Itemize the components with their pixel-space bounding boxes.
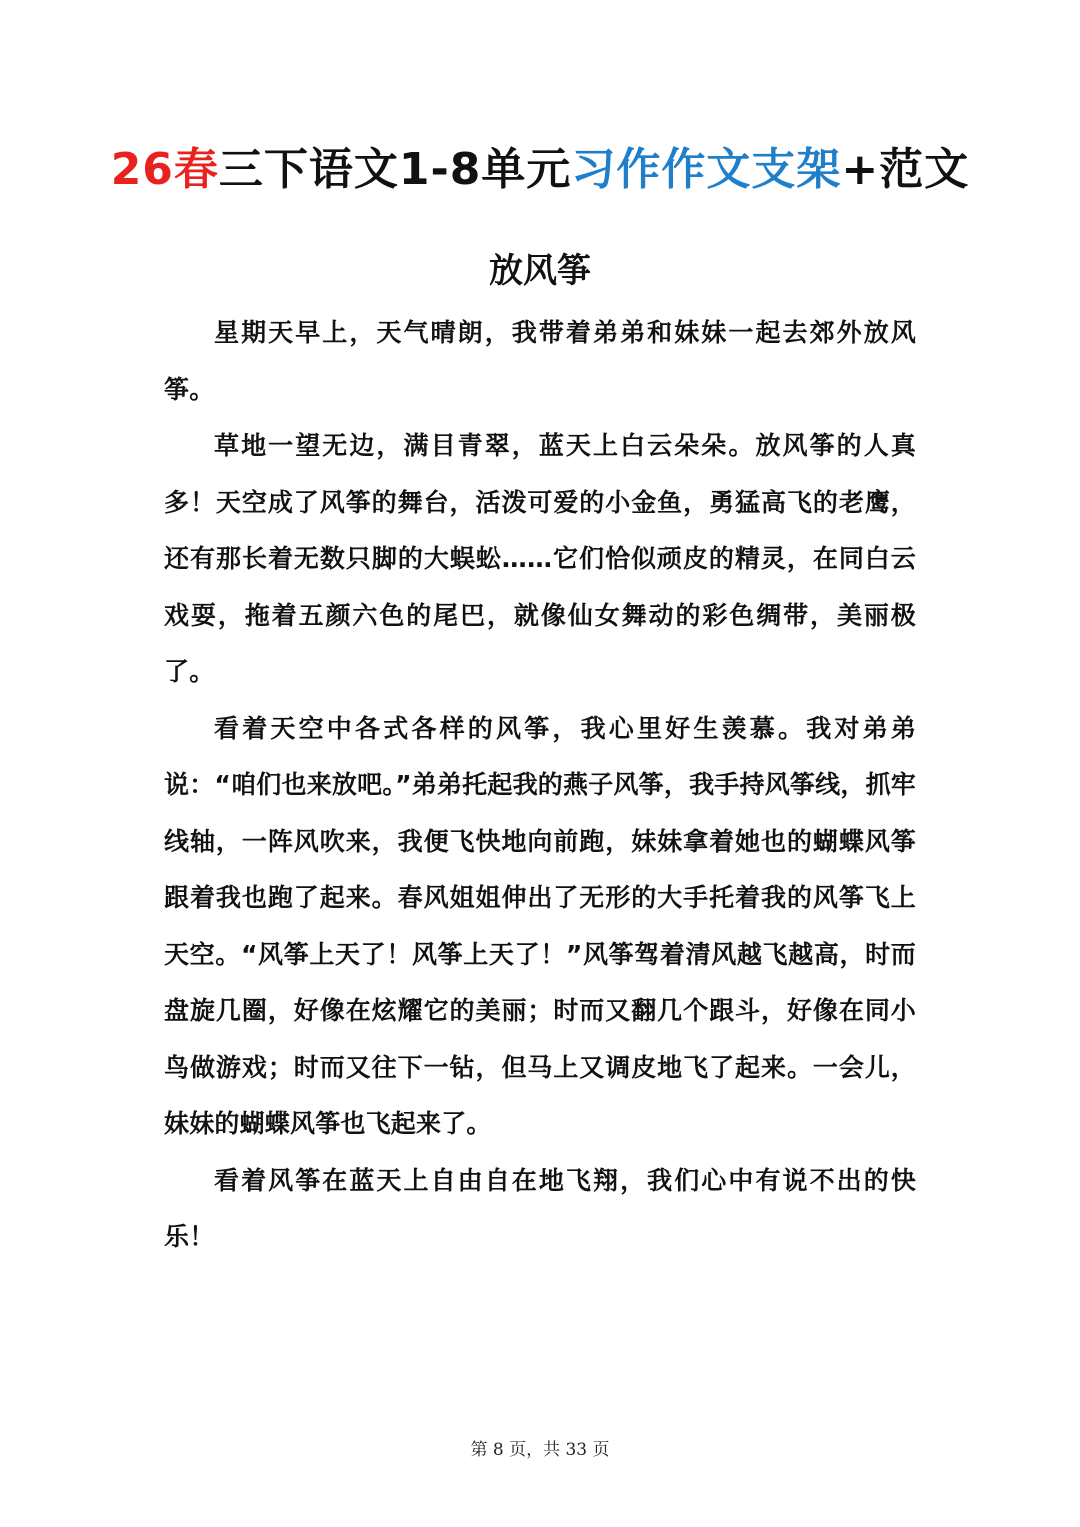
essay-paragraph-2: 草地一望无边，满目青翠，蓝天上白云朵朵。放风筝的人真多！天空成了风筝的舞台，活泼可爱的小金鱼，勇猛高飞的老鹰，还有那长着无数只脚的大蜈蚣……它们恰似顽皮的精灵，在同白云戏耍，拖着五颜六色的尾巴，就像仙女舞动的彩色绸带，美丽极了。	[164, 431, 916, 686]
title-segment-year: 26春	[110, 144, 219, 195]
document-title	[0, 140, 1080, 200]
essay-paragraph-4: 看着风筝在蓝天上自由自在地飞翔，我们心中有说不出的快乐！	[164, 1165, 916, 1251]
essay-paragraph-3: 看着天空中各式各样的风筝，我心里好生羡慕。我对弟弟说：“咱们也来放吧。”弟弟托起我的燕子风筝，我手持风筝线，抓牢线轴，一阵风吹来，我便飞快地向前跑，妹妹拿着她也的蝴蝶风筝跟着我也跑了起来。春风姐姐伸出了无形的大手托着我的风筝飞上天空。“风筝上天了！风筝上天了！”风筝驾着清风越飞越高，时而盘旋几圈，好像在炫耀它的美丽；时而又翻几个跟斗，好像在同小鸟做游戏；时而又往下一钻，但马上又调皮地飞了起来。一会儿，妹妹的蝴蝶风筝也飞起来了。	[164, 713, 916, 1138]
essay-paragraph-1: 星期天早上，天气晴朗，我带着弟弟和妹妹一起去郊外放风筝。	[164, 318, 916, 404]
essay-body	[164, 305, 916, 1266]
page-number: 第 8 页，共 33 页	[470, 1440, 610, 1460]
title-segment-grade-units: 三下语文1-8单元	[218, 144, 572, 195]
essay-title: 放风筝	[489, 251, 591, 291]
title-segment-writing-scaffold: 习作作文支架	[571, 144, 842, 195]
title-segment-sample-essays: +范文	[841, 144, 970, 195]
